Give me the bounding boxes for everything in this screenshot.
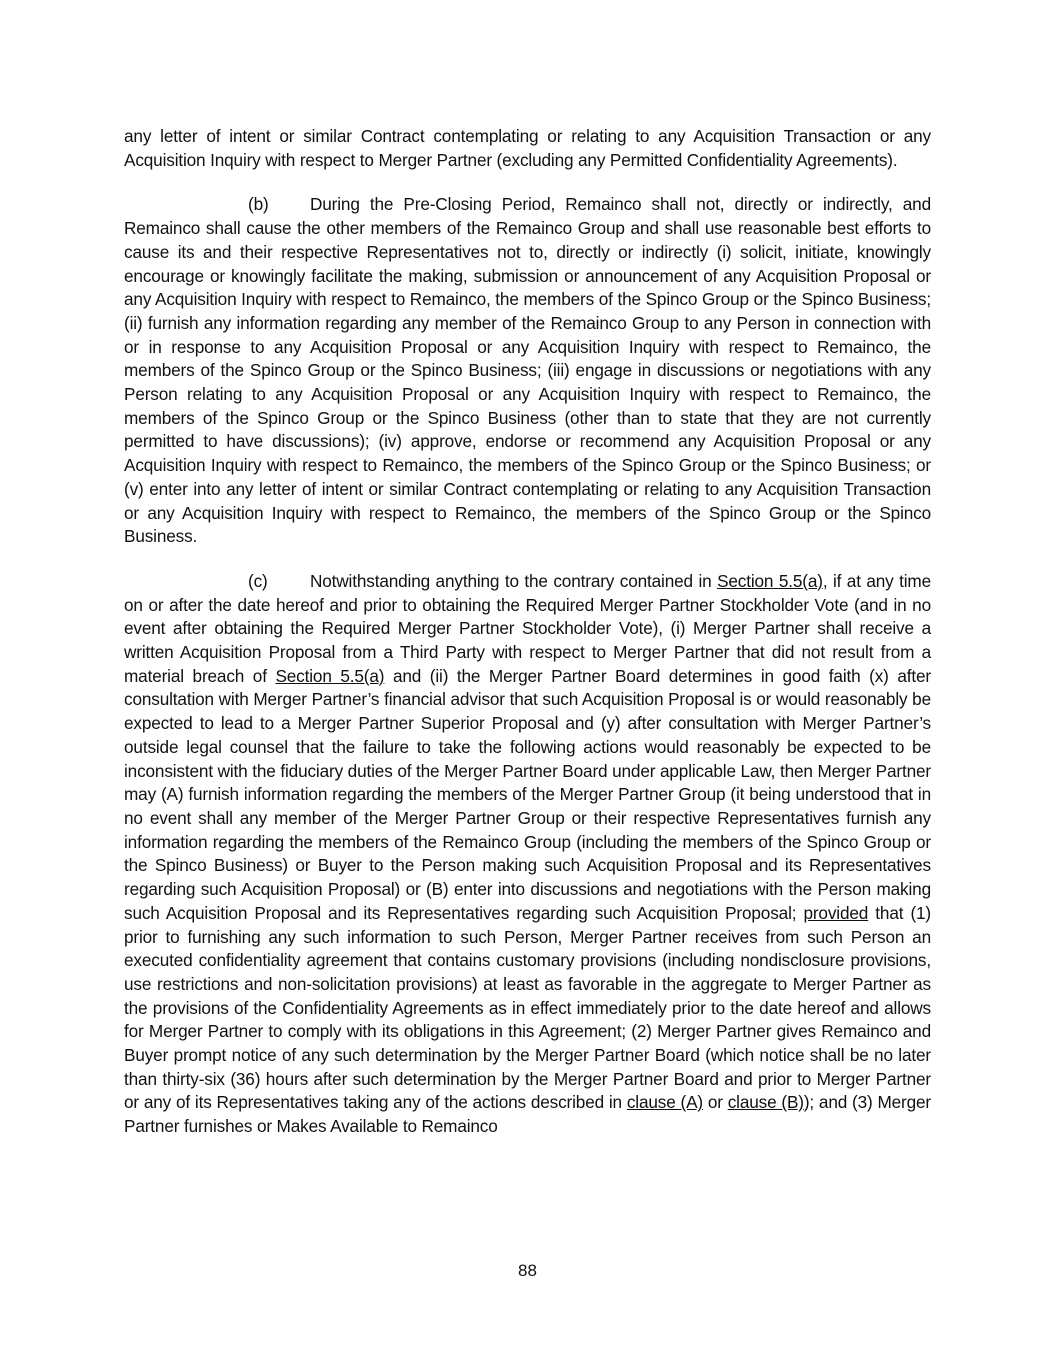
clause-b-reference: clause (B) bbox=[727, 1092, 804, 1113]
paragraph-b-label: (b) bbox=[248, 194, 269, 215]
provided-term: provided bbox=[803, 902, 869, 923]
paragraph-c-label: (c) bbox=[248, 570, 268, 591]
paragraph-c-text-3: and (ii) the Merger Partner Board determines in good faith (x) after consultation with Merger Partner’s financial advisor that such Acquisition Proposal is or would reasonably be expected to lead to a Merger Partner Superior Proposal and (y) after consultation with Merger Partner’s outside legal counsel that the failure to take the following actions would reasonably be expected to be inconsistent with the fiduciary duties of the Merger Partner Board under applicable Law, then Merger Partner may (A) furnish information regarding the members of the Merger Partner Group (it being understood that in no event shall any member of the Merger Partner Group or their respective Representatives furnish any information regarding the members of the Remainco Group (including the members of the Spinco Group or the Spinco Business) or Buyer to the Person making such Acquisition Proposal and its Representatives regarding such Acquisition Proposal) or (B) enter into discussions and negotiations with the Person making such Acquisition Proposal and its Representatives regarding such Acquisition Proposal; bbox=[124, 665, 931, 923]
clause-a-reference: clause (A) bbox=[626, 1092, 703, 1113]
paragraph-a-continuation bbox=[124, 125, 931, 172]
paragraph-c-text-2: , if at any time on or after the date hereof and prior to obtaining the Required Merger Partner Stockholder Vote (and in no event after obtaining the Required Merger Partner Stockholder Vote), (i) Merger Partner shall receive a written Acquisition Proposal from a Third Party with respect to Merger Partner that did not result from a material breach of bbox=[124, 570, 931, 686]
page-number: 88 bbox=[518, 1261, 537, 1280]
paragraph-a-text: any letter of intent or similar Contract contemplating or relating to any Acquisition Transaction or any Acquisition Inquiry with respect to Merger Partner (excluding any Permitted Confidentiality Agreements). bbox=[124, 126, 931, 170]
paragraph-c-text-1: Notwithstanding anything to the contrary contained in bbox=[310, 570, 718, 591]
paragraph-c bbox=[124, 570, 931, 1139]
paragraph-c-text-6: ); and (3) Merger Partner furnishes or Makes Available to Remainco bbox=[124, 1092, 931, 1137]
section-reference-link: Section 5.5(a) bbox=[275, 665, 385, 686]
document-body bbox=[124, 125, 931, 1160]
paragraph-b-text: During the Pre-Closing Period, Remainco shall not, directly or indirectly, and Remainco shall cause the other members of the Remainco Group and shall use reasonable best efforts to cause its and their respective Representatives not to, directly or indirectly (i) solicit, initiate, knowingly encourage or knowingly facilitate the making, submission or announcement of any Acquisition Proposal or any Acquisition Inquiry with respect to Remainco, the members of the Spinco Group or the Spinco Business; (ii) furnish any information regarding any member of the Remainco Group to any Person in connection with or in response to any Acquisition Proposal or any Acquisition Inquiry with respect to Remainco, the members of the Spinco Group or the Spinco Business; (iii) engage in discussions or negotiations with any Person relating to any Acquisition Proposal or any Acquisition Inquiry with respect to Remainco, the members of the Spinco Group or the Spinco Business (other than to state that they are not currently permitted to have discussions); (iv) approve, endorse or recommend any Acquisition Proposal or any Acquisition Inquiry with respect to Remainco, the members of the Spinco Group or the Spinco Business; or (v) enter into any letter of intent or similar Contract contemplating or relating to any Acquisition Transaction or any Acquisition Inquiry with respect to Remainco, the members of the Spinco Group or the Spinco Business. bbox=[124, 194, 931, 547]
paragraph-c-text-4: that (1) prior to furnishing any such information to such Person, Merger Partner receives from such Person an executed confidentiality agreement that contains customary provisions (including nondisclosure provisions, use restrictions and non-solicitation provisions) at least as favorable in the aggregate to Merger Partner as the provisions of the Confidentiality Agreements as in effect immediately prior to the date hereof and allows for Merger Partner to comply with its obligations in this Agreement; (2) Merger Partner gives Remainco and Buyer prompt notice of any such determination by the Merger Partner Board (which notice shall be no later than thirty-six (36) hours after such determination by the Merger Partner Board and prior to Merger Partner or any of its Representatives taking any of the actions described in bbox=[124, 902, 931, 1113]
paragraph-c-text-5: or bbox=[702, 1092, 728, 1113]
section-reference-link: Section 5.5(a) bbox=[717, 570, 823, 591]
paragraph-b bbox=[124, 193, 931, 549]
